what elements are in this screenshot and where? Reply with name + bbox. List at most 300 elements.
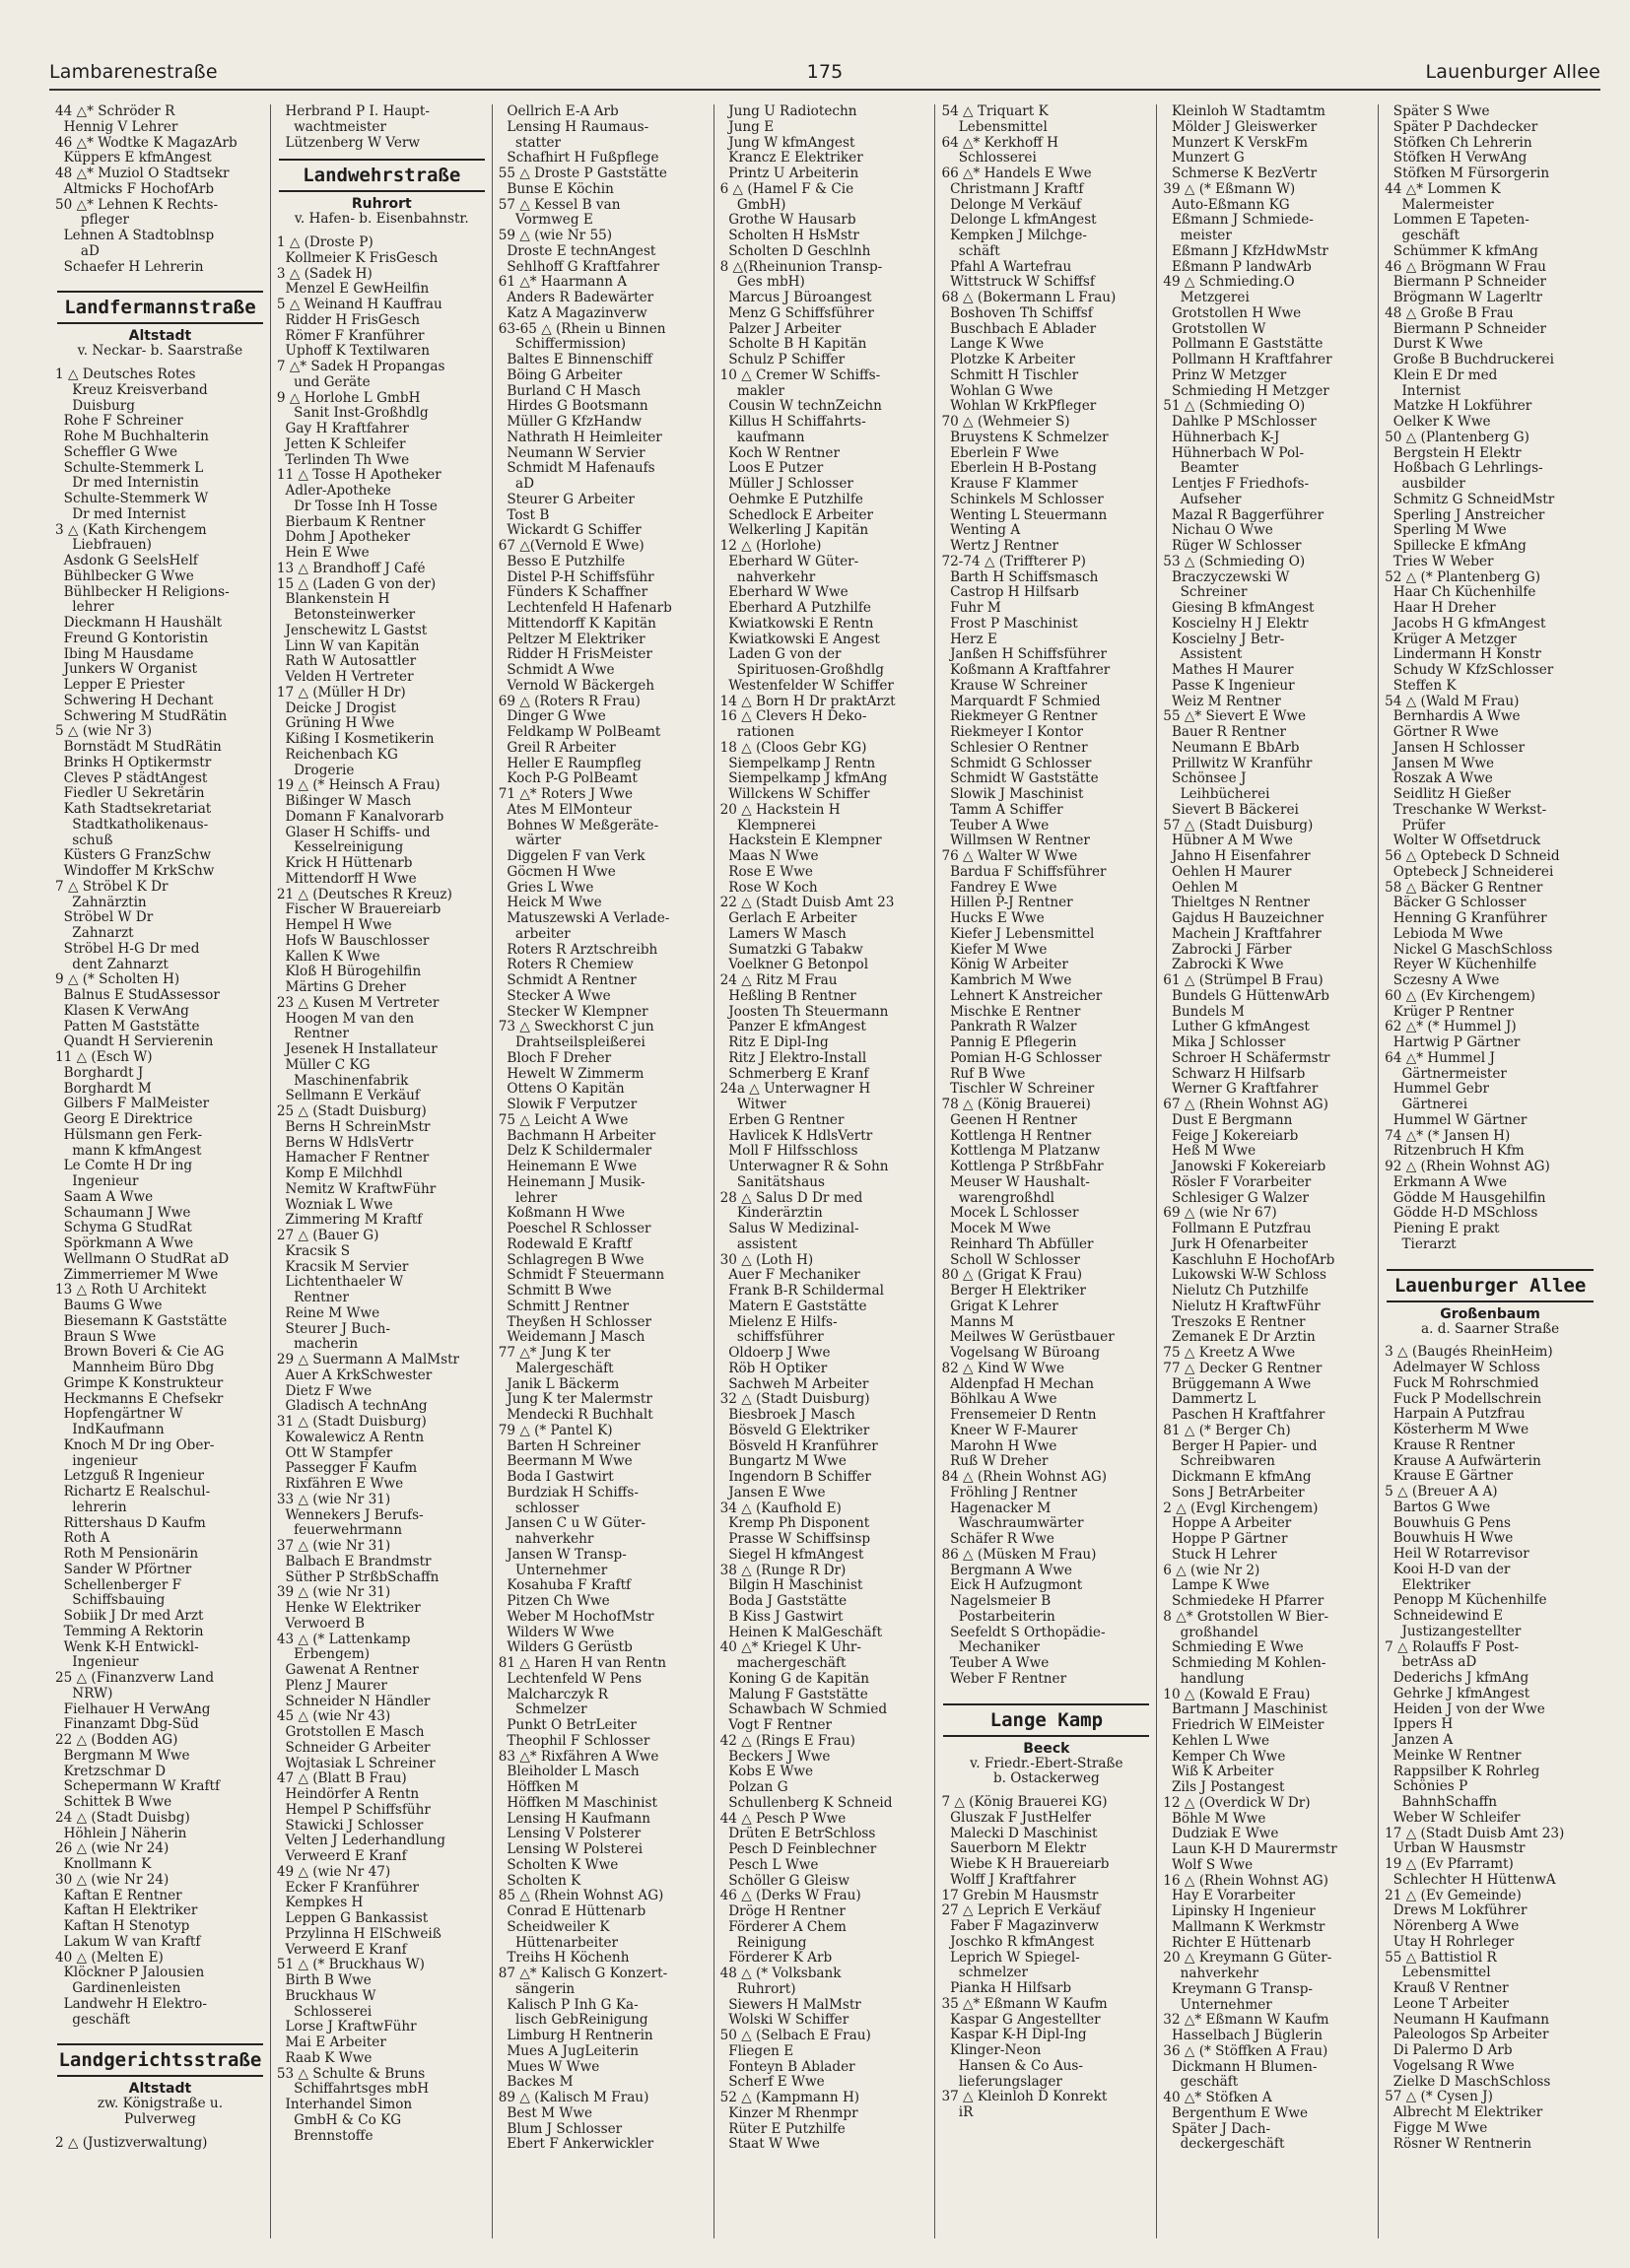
directory-entry: Prasse W Schiffsinsp bbox=[719, 1532, 871, 1547]
directory-entry: Heil W Rotarrevisor bbox=[1385, 1547, 1529, 1562]
directory-entry: Vogelsang R Wwe bbox=[1385, 2058, 1515, 2074]
directory-entry: 17 Grebin M Hausmstr bbox=[941, 1888, 1099, 1903]
directory-entry: Fielhauer H VerwAng bbox=[55, 1701, 211, 1717]
directory-entry: Kath Stadtsekretariat bbox=[55, 802, 212, 817]
directory-entry: Jansen W Transp- bbox=[498, 1547, 627, 1563]
directory-entry: Hempel H Wwe bbox=[276, 918, 392, 933]
directory-entry: Rüter E Putzhilfe bbox=[719, 2121, 846, 2137]
directory-entry: Barth H Schiffsmasch bbox=[941, 569, 1099, 585]
directory-entry: Fuhr M bbox=[941, 601, 1001, 616]
directory-entry: Gärtnerei bbox=[1385, 1098, 1468, 1112]
directory-entry: Matuszewski A Verlade- bbox=[498, 911, 670, 926]
page-number: 175 bbox=[806, 61, 844, 83]
directory-entry: Schlesiger G Walzer bbox=[1163, 1190, 1310, 1206]
directory-entry: Boshoven Th Schiffsf bbox=[941, 305, 1093, 321]
directory-entry: 52 △ (Kampmann H) bbox=[719, 2091, 860, 2105]
directory-entry: Auto-Eßmann KG bbox=[1163, 197, 1290, 213]
directory-entry: Lentjes F Friedhofs- bbox=[1163, 477, 1310, 492]
directory-entry: Komp E Milchhdl bbox=[276, 1167, 403, 1181]
directory-entry: 3 △ (Kath Kirchengem bbox=[55, 522, 207, 538]
directory-entry: Märtins G Dreher bbox=[276, 980, 406, 995]
directory-entry: Förderer A Chem bbox=[719, 1919, 847, 1935]
directory-entry: Heller E Raumpfleg bbox=[498, 756, 642, 771]
directory-entry: arbeiter bbox=[498, 926, 571, 942]
directory-entry: Anders R Badewärter bbox=[498, 291, 654, 305]
directory-entry: Pankrath R Walzer bbox=[941, 1020, 1077, 1035]
directory-entry: Borghardt J bbox=[55, 1065, 144, 1081]
directory-entry: Schlechter H HüttenwA bbox=[1385, 1872, 1556, 1888]
directory-entry: Schmidt M Hafenaufs bbox=[498, 461, 655, 477]
directory-entry: Dust E Bergmann bbox=[1163, 1112, 1293, 1128]
directory-entry: Neumann E BbArb bbox=[1163, 740, 1300, 756]
directory-entry: Küppers E kfmAngest bbox=[55, 151, 212, 167]
directory-entry: Schlosserei bbox=[276, 2004, 373, 2020]
directory-entry: Rappsilber K Rohrleg bbox=[1385, 1764, 1540, 1779]
directory-entry: Ottens O Kapitän bbox=[498, 1082, 625, 1098]
directory-entry: Schawbach W Schmied bbox=[719, 1702, 888, 1718]
directory-entry: 73 △ Sweckhorst C jun bbox=[498, 1020, 654, 1035]
directory-entry: Beermann M Wwe bbox=[498, 1454, 633, 1470]
directory-entry: wärter bbox=[498, 834, 562, 849]
directory-entry: Verwoerd B bbox=[276, 1616, 365, 1632]
directory-entry: 26 △ (wie Nr 24) bbox=[55, 1841, 170, 1857]
directory-entry: Scholten K Wwe bbox=[498, 1857, 619, 1873]
directory-entry: Siewers H MalMstr bbox=[719, 1997, 861, 2013]
directory-entry: Gerlach E Arbeiter bbox=[719, 911, 857, 926]
directory-entry: 67 △(Vernold E Wwe) bbox=[498, 539, 645, 554]
directory-entry: Wozniak L Wwe bbox=[276, 1197, 393, 1213]
directory-entry: Bachmann H Arbeiter bbox=[498, 1128, 656, 1144]
directory-entry: Biesemann K Gaststätte bbox=[55, 1313, 228, 1329]
directory-entry: 74 △* (* Jansen H) bbox=[1385, 1128, 1511, 1144]
directory-entry: Wohlan G Wwe bbox=[941, 383, 1053, 399]
directory-entry: Jacobs H G kfmAngest bbox=[1385, 616, 1546, 632]
directory-entry: Lechtenfeld W Pens bbox=[498, 1671, 643, 1687]
directory-entry: Krause E Gärtner bbox=[1385, 1469, 1514, 1485]
directory-entry: Schepermann W Kraftf bbox=[55, 1779, 221, 1795]
directory-entry: 15 △ (Laden G von der) bbox=[276, 576, 437, 592]
directory-entry: 3 △ (Baugés RheinHeim) bbox=[1385, 1345, 1553, 1361]
directory-entry: 5 △ Weinand H Kauffrau bbox=[276, 298, 442, 312]
directory-entry: Quandt H Servierenin bbox=[55, 1034, 214, 1050]
directory-entry: deckergeschäft bbox=[1163, 2137, 1285, 2153]
directory-entry: Schönies P bbox=[1385, 1779, 1468, 1795]
directory-entry: 77 △ Decker G Rentner bbox=[1163, 1361, 1323, 1376]
directory-entry: Hüttenarbeiter bbox=[498, 1935, 619, 1951]
directory-entry: Bißinger W Masch bbox=[276, 794, 412, 809]
directory-entry: Müller G KfzHandw bbox=[498, 415, 643, 430]
directory-entry: 44 △* Schröder R bbox=[55, 104, 175, 119]
directory-entry: 36 △ (* Stöffken A Frau) bbox=[1163, 2043, 1328, 2059]
directory-entry: Berger H Elektriker bbox=[941, 1284, 1086, 1299]
directory-entry: 69 △ (wie Nr 67) bbox=[1163, 1206, 1277, 1222]
directory-entry: Sellmann E Verkäuf bbox=[276, 1089, 420, 1104]
directory-entry: mann K kfmAngest bbox=[55, 1143, 202, 1159]
directory-entry: Klasen K VerwAng bbox=[55, 1003, 189, 1019]
directory-entry: GmbH & Co KG bbox=[276, 2112, 402, 2128]
directory-entry: Dröge H Rentner bbox=[719, 1904, 846, 1919]
directory-entry: Havlicek K HdlsVertr bbox=[719, 1128, 873, 1144]
directory-entry: Boda I Gastwirt bbox=[498, 1470, 614, 1485]
directory-entry: Przylinna H ElSchweiß bbox=[276, 1926, 441, 1942]
directory-entry: Nielutz H KraftwFühr bbox=[1163, 1299, 1321, 1314]
directory-entry: Meinke W Rentner bbox=[1385, 1748, 1522, 1764]
directory-entry: Reinhard Th Abfüller bbox=[941, 1236, 1094, 1252]
directory-entry: Zabrocki K Wwe bbox=[1163, 958, 1284, 973]
directory-entry: Kiefer J Lebensmittel bbox=[941, 926, 1095, 942]
directory-entry: Wenting L Steuermann bbox=[941, 507, 1108, 523]
directory-entry: Böhle M Wwe bbox=[1163, 1811, 1266, 1827]
directory-entry: Plenz J Maurer bbox=[276, 1678, 387, 1694]
directory-entry: Ates M ElMonteur bbox=[498, 802, 632, 818]
directory-entry: Seefeldt S Orthopädie- bbox=[941, 1625, 1106, 1640]
directory-entry: Ritz E Dipl-Ing bbox=[719, 1035, 829, 1050]
directory-entry: Knollmann K bbox=[55, 1857, 152, 1872]
directory-entry: Höffken M Maschinist bbox=[498, 1795, 657, 1811]
directory-entry: BahnhSchaffn bbox=[1385, 1795, 1497, 1810]
directory-entry: Kottlenga M Platzanw bbox=[941, 1144, 1101, 1160]
directory-entry: 2 △ (Justizverwaltung) bbox=[55, 2135, 208, 2151]
directory-entry: Dickmann E kfmAng bbox=[1163, 1470, 1312, 1485]
directory-entry: Betonsteinwerker bbox=[276, 608, 416, 623]
directory-entry: lehrer bbox=[498, 1190, 558, 1206]
directory-entry: Brennstoffe bbox=[276, 2128, 374, 2144]
directory-entry: Heick M Wwe bbox=[498, 896, 602, 911]
directory-entry: 25 △ (Stadt Duisburg) bbox=[276, 1104, 427, 1119]
directory-entry: Dudziak E Wwe bbox=[1163, 1827, 1279, 1842]
directory-entry: Eberhard W Wwe bbox=[719, 585, 849, 601]
directory-entry: Krancz E Elektriker bbox=[719, 151, 863, 167]
directory-entry: 59 △ (wie Nr 55) bbox=[498, 229, 613, 243]
directory-entry: Bühlbecker G Wwe bbox=[55, 568, 194, 584]
directory-entry: Gladisch A technAng bbox=[276, 1399, 428, 1415]
directory-entry: 45 △ (wie Nr 43) bbox=[276, 1709, 391, 1725]
directory-entry: Steurer J Buch- bbox=[276, 1321, 390, 1337]
directory-entry: Schullenberg K Schneid bbox=[719, 1795, 893, 1811]
directory-entry: lehrerin bbox=[55, 1500, 127, 1515]
directory-entry: Hasselbach J Büglerin bbox=[1163, 2029, 1323, 2043]
directory-entry: Wilders G Gerüstb bbox=[498, 1640, 633, 1656]
directory-entry: 25 △ (Finanzverw Land bbox=[55, 1671, 215, 1686]
directory-entry: Gay H Kraftfahrer bbox=[276, 422, 409, 436]
directory-entry: Küsters G FranzSchw bbox=[55, 848, 211, 864]
directory-entry: Boda J Gaststätte bbox=[719, 1594, 848, 1609]
directory-entry: 8 △(Rheinunion Transp- bbox=[719, 259, 883, 275]
directory-entry: Dammertz L bbox=[1163, 1392, 1256, 1408]
directory-entry: Weiz M Rentner bbox=[1163, 694, 1281, 709]
directory-entry: 11 △ (Esch W) bbox=[55, 1050, 153, 1065]
directory-entry: Kaschluhn E HochofArb bbox=[1163, 1252, 1335, 1268]
directory-entry: Eßmann J Schmiede- bbox=[1163, 213, 1314, 229]
directory-entry: Hummel Gebr bbox=[1385, 1082, 1490, 1098]
directory-entry: nahverkehr bbox=[498, 1532, 594, 1547]
directory-entry: Unternehmer bbox=[1163, 1997, 1272, 2013]
directory-entry: Schaefer H Lehrerin bbox=[55, 259, 204, 275]
directory-entry: 24 △ (Stadt Duisbg) bbox=[55, 1810, 190, 1826]
directory-entry: Paschen H Kraftfahrer bbox=[1163, 1408, 1325, 1423]
directory-entry: Duisburg bbox=[55, 398, 135, 414]
directory-entry: Sander W Pförtner bbox=[55, 1562, 192, 1577]
directory-entry: Kinzer M Rhenmpr bbox=[719, 2105, 858, 2121]
directory-entry: 44 △* Lommen K bbox=[1385, 181, 1501, 197]
directory-entry: Treihs H Köchenh bbox=[498, 1951, 630, 1967]
directory-entry: Bösveld H Kranführer bbox=[719, 1438, 878, 1454]
directory-entry: Eßmann J KfzHdwMstr bbox=[1163, 243, 1328, 259]
directory-entry: Roters R Chemiew bbox=[498, 958, 634, 973]
directory-entry: Heiden J von der Wwe bbox=[1385, 1701, 1545, 1717]
directory-entry: Nickel G MaschSchloss bbox=[1385, 942, 1553, 958]
directory-entry: 7 △ (König Brauerei KG) bbox=[941, 1795, 1108, 1810]
directory-entry: makler bbox=[719, 383, 784, 399]
directory-entry: Wellmann O StudRat aD bbox=[55, 1251, 230, 1267]
directory-entry: 85 △ (Rhein Wohnst AG) bbox=[498, 1889, 664, 1904]
directory-entry: Schiffermission) bbox=[498, 337, 627, 353]
directory-entry: Beamter bbox=[1163, 461, 1239, 477]
directory-entry: Ruhrort) bbox=[719, 1981, 796, 1997]
directory-entry: Scholte B H Kapitän bbox=[719, 337, 867, 353]
directory-entry: 56 △ Optebeck D Schneid bbox=[1385, 849, 1560, 864]
directory-entry: ingenieur bbox=[55, 1453, 138, 1469]
directory-entry: Moll F Hilfsschloss bbox=[719, 1144, 858, 1160]
directory-entry: Killus H Schiffahrts- bbox=[719, 415, 866, 430]
directory-entry: Di Palermo D Arb bbox=[1385, 2043, 1513, 2058]
directory-entry: Ibing M Hausdame bbox=[55, 646, 194, 662]
directory-entry: Jesenek H Installateur bbox=[276, 1042, 438, 1057]
directory-entry: Wolter W Offsetdruck bbox=[1385, 834, 1541, 849]
directory-entry: 62 △* (* Hummel J) bbox=[1385, 1020, 1517, 1035]
directory-entry: Bilgin H Maschinist bbox=[719, 1578, 863, 1594]
directory-entry: Oellrich E-A Arb bbox=[498, 104, 619, 119]
directory-entry: GmbH) bbox=[719, 197, 786, 213]
directory-entry: Lebensmittel bbox=[1385, 1966, 1491, 1981]
directory-entry: 67 △ (Rhein Wohnst AG) bbox=[1163, 1098, 1328, 1112]
directory-entry: Reinigung bbox=[719, 1935, 807, 1951]
directory-entry: Hennig V Lehrer bbox=[55, 119, 178, 135]
directory-entry: Domann F Kanalvorarb bbox=[276, 809, 444, 825]
directory-entry: Hummel W Gärtner bbox=[1385, 1112, 1528, 1128]
directory-entry: Bloch F Dreher bbox=[498, 1050, 612, 1066]
directory-entry: Feige J Kokereiarb bbox=[1163, 1128, 1299, 1144]
directory-entry: Wenk K-H Entwickl- bbox=[55, 1639, 199, 1655]
directory-entry: Ebert F Ankerwickler bbox=[498, 2137, 654, 2153]
directory-entry: Eberlein F Wwe bbox=[941, 445, 1059, 461]
directory-entry: 60 △ (Ev Kirchengem) bbox=[1385, 988, 1535, 1004]
directory-entry: Siegel H kfmAngest bbox=[719, 1547, 864, 1563]
directory-entry: Delonge M Verkäuf bbox=[941, 197, 1081, 213]
directory-entry: Gawenat A Rentner bbox=[276, 1663, 419, 1678]
directory-entry: 16 △ Clevers H Deko- bbox=[719, 709, 867, 725]
directory-entry: Schmelzer bbox=[498, 1702, 587, 1718]
directory-entry: Biermann P Schneider bbox=[1385, 275, 1547, 291]
directory-entry: Delonge L kfmAngest bbox=[941, 213, 1097, 229]
directory-entry: Landwehr H Elektro- bbox=[55, 1996, 207, 2012]
directory-entry: Verweerd E Kranf bbox=[276, 1942, 407, 1958]
directory-entry: Braun S Wwe bbox=[55, 1329, 157, 1345]
directory-entry: Weidemann J Masch bbox=[498, 1330, 645, 1346]
directory-entry: machergeschäft bbox=[719, 1656, 847, 1671]
directory-entry: Spörkmann A Wwe bbox=[55, 1236, 194, 1251]
directory-entry: Borghardt M bbox=[55, 1081, 152, 1097]
directory-entry: Fiedler U Sekretärin bbox=[55, 786, 205, 802]
directory-entry: Fandrey E Wwe bbox=[941, 880, 1057, 896]
directory-entry: Dohm J Apotheker bbox=[276, 530, 411, 546]
directory-entry: Fröhling J Rentner bbox=[941, 1485, 1077, 1501]
directory-entry: 57 △ Kessel B van bbox=[498, 197, 621, 213]
directory-entry: Christmann J Kraftf bbox=[941, 181, 1084, 197]
directory-entry: Zabrocki J Färber bbox=[1163, 942, 1292, 958]
directory-entry: Sperling J Anstreicher bbox=[1385, 507, 1545, 523]
directory-entry: Willckens W Schiffer bbox=[719, 787, 870, 802]
directory-entry: Sobiik J Dr med Arzt bbox=[55, 1609, 204, 1624]
directory-entry: Justizangestellter bbox=[1385, 1624, 1522, 1639]
directory-entry: Erbengem) bbox=[276, 1647, 371, 1663]
directory-entry: Blankenstein H bbox=[276, 592, 390, 608]
directory-entry: Fonteyn B Ablader bbox=[719, 2059, 855, 2075]
directory-entry: 72-74 △ (Triffterer P) bbox=[941, 554, 1086, 569]
directory-entry: Höffken M bbox=[498, 1780, 579, 1795]
directory-entry: Lange K Wwe bbox=[941, 337, 1045, 353]
directory-entry: Plotzke K Arbeiter bbox=[941, 353, 1075, 367]
directory-entry: Dahlke P MSchlosser bbox=[1163, 415, 1317, 430]
directory-entry: Ott W Stampfer bbox=[276, 1445, 393, 1461]
directory-entry: Gluszak F JustHelfer bbox=[941, 1810, 1092, 1826]
directory-entry: feuerwehrmann bbox=[276, 1523, 402, 1539]
directory-entry: Rohe M Buchhalterin bbox=[55, 430, 209, 444]
directory-entry: Ingenieur bbox=[55, 1174, 139, 1189]
directory-entry: Theophil F Schlosser bbox=[498, 1733, 650, 1749]
directory-entry: Koßmann A Kraftfahrer bbox=[941, 663, 1111, 678]
directory-entry: Aufseher bbox=[1163, 492, 1242, 507]
directory-entry: Schmerberg E Kranf bbox=[719, 1066, 869, 1082]
directory-entry: Tries W Weber bbox=[1385, 554, 1494, 569]
directory-entry: 10 △ (Kowald E Frau) bbox=[1163, 1687, 1311, 1702]
directory-entry: Mischke E Rentner bbox=[941, 1004, 1081, 1020]
directory-entry: Maschinenfabrik bbox=[276, 1073, 409, 1089]
directory-entry: Balnus E StudAssessor bbox=[55, 988, 220, 1003]
directory-entry: geschäft bbox=[1163, 2075, 1239, 2091]
directory-entry: Scholten D Geschlnh bbox=[719, 243, 871, 259]
directory-entry: 5 △ (Breuer A A) bbox=[1385, 1485, 1498, 1500]
directory-entry: Stecker W Klempner bbox=[498, 1004, 648, 1020]
directory-entry: Janzen A bbox=[1385, 1733, 1454, 1748]
directory-entry: Dinger G Wwe bbox=[498, 709, 606, 725]
directory-entry: Malergeschäft bbox=[498, 1361, 614, 1376]
directory-entry: Verweerd E Kranf bbox=[276, 1849, 407, 1864]
directory-entry: Rath W Autosattler bbox=[276, 654, 417, 670]
directory-entry: 32 △ (Stadt Duisburg) bbox=[719, 1392, 870, 1408]
directory-entry: Mielenz E Hilfs- bbox=[719, 1314, 838, 1330]
directory-entry: Fünders K Schaffner bbox=[498, 585, 648, 601]
directory-entry: Bouwhuis H Wwe bbox=[1385, 1531, 1514, 1547]
directory-entry: Friedrich W ElMeister bbox=[1163, 1718, 1324, 1733]
directory-entry: Dr Tosse Inh H Tosse bbox=[276, 499, 438, 514]
directory-entry: Birth B Wwe bbox=[276, 1973, 372, 1988]
directory-entry: Roth M Pensionärin bbox=[55, 1547, 199, 1562]
directory-entry: Rentner bbox=[276, 1027, 349, 1042]
directory-entry: Dickmann H Blumen- bbox=[1163, 2059, 1318, 2075]
directory-entry: 52 △ (* Plantenberg G) bbox=[1385, 569, 1541, 585]
column-5 bbox=[935, 104, 1157, 2238]
directory-entry: Velden H Vertreter bbox=[276, 670, 414, 685]
directory-entry: 57 △ (* Cysen J) bbox=[1385, 2090, 1493, 2105]
street-heading: Lauenburger Allee bbox=[1387, 1269, 1594, 1302]
directory-entry: Lampe K Wwe bbox=[1163, 1578, 1270, 1594]
directory-entry: Tamm A Schiffer bbox=[941, 802, 1063, 818]
directory-entry: Malcharczyk R bbox=[498, 1687, 608, 1702]
directory-entry: Förderer K Arb bbox=[719, 1951, 833, 1967]
directory-entry: Ridder H FrisGesch bbox=[276, 312, 421, 328]
directory-entry: 49 △ Schmieding.O bbox=[1163, 275, 1295, 291]
directory-entry: Pfahl A Wartefrau bbox=[941, 259, 1072, 275]
directory-entry: Eberhard W Güter- bbox=[719, 554, 859, 569]
directory-entry: Scheidweiler K bbox=[498, 1919, 610, 1935]
directory-entry: Schmidt A Rentner bbox=[498, 973, 637, 988]
directory-entry: Müller J Schlosser bbox=[719, 477, 853, 492]
column-7 bbox=[1379, 104, 1600, 2238]
directory-entry: Prinz W Metzger bbox=[1163, 367, 1287, 383]
directory-entry: Vernold W Bäckergeh bbox=[498, 678, 655, 694]
directory-entry: Stecker A Wwe bbox=[498, 988, 611, 1004]
directory-entry: Biesbroek J Masch bbox=[719, 1408, 855, 1423]
directory-entry: Schlesier O Rentner bbox=[941, 740, 1088, 756]
directory-entry: Kowalewicz A Rentn bbox=[276, 1430, 425, 1445]
directory-entry: Junkers W Organist bbox=[55, 662, 197, 678]
directory-entry: Frank B-R Schildermal bbox=[719, 1284, 884, 1299]
directory-entry: Schmitz G SchneidMstr bbox=[1385, 492, 1555, 507]
directory-entry: Bundels G HüttenwArb bbox=[1163, 988, 1329, 1004]
directory-entry: Oehlen M bbox=[1163, 880, 1239, 896]
directory-entry: Nathrath H Heimleiter bbox=[498, 430, 662, 445]
directory-entry: Kaspar G Angestellter bbox=[941, 2012, 1101, 2028]
directory-entry: Krick H Hüttenarb bbox=[276, 856, 413, 871]
directory-entry: Dr med Internist bbox=[55, 506, 186, 522]
directory-entry: Wertz J Rentner bbox=[941, 539, 1058, 554]
directory-entry: Westenfelder W Schiffer bbox=[719, 678, 894, 694]
directory-entry: Sons J BetrArbeiter bbox=[1163, 1485, 1305, 1501]
directory-entry: Lehnen A Stadtoblnsp bbox=[55, 229, 215, 243]
directory-entry: Haar H Dreher bbox=[1385, 601, 1496, 616]
directory-entry: Menzel E GewHeilfin bbox=[276, 282, 430, 298]
directory-entry: Schiffsbauing bbox=[55, 1593, 166, 1609]
directory-entry: Liebfrauen) bbox=[55, 538, 152, 554]
directory-entry: Matzke H Lokführer bbox=[1385, 399, 1532, 415]
directory-entry: Kretzschmar D bbox=[55, 1764, 167, 1779]
directory-entry: Witwer bbox=[719, 1098, 786, 1112]
directory-entry: Schlosserei bbox=[941, 151, 1037, 167]
directory-entry: König W Arbeiter bbox=[941, 958, 1068, 973]
directory-entry: Lepper E Priester bbox=[55, 678, 185, 693]
directory-entry: Schümmer K kfmAng bbox=[1385, 243, 1538, 259]
directory-entry: Passegger F Kaufm bbox=[276, 1461, 418, 1477]
directory-entry: 23 △ Kusen M Vertreter bbox=[276, 995, 440, 1011]
directory-entry: Asdonk G SeelsHelf bbox=[55, 554, 198, 568]
directory-entry: Janik L Bäckerm bbox=[498, 1376, 620, 1392]
directory-entry: 81 △ Haren H van Rentn bbox=[498, 1656, 666, 1671]
directory-entry: Schroer H Schäfermstr bbox=[1163, 1050, 1330, 1066]
header-street-to: Lauenburger Allee bbox=[1425, 61, 1600, 83]
directory-entry: Beckers J Wwe bbox=[719, 1749, 831, 1765]
directory-entry: Wiebe K H Brauereiarb bbox=[941, 1857, 1110, 1872]
directory-entry: Marohn H Wwe bbox=[941, 1438, 1057, 1454]
directory-entry: Erkmann A Wwe bbox=[1385, 1174, 1508, 1190]
directory-entry: Kottlenga P StrßbFahr bbox=[941, 1160, 1104, 1174]
directory-entry: Stadtkatholikenaus- bbox=[55, 817, 209, 833]
directory-entry: Pomian H-G Schlosser bbox=[941, 1050, 1102, 1066]
directory-entry: 50 △ (Plantenberg G) bbox=[1385, 430, 1529, 445]
directory-entry: 20 △ Hackstein H bbox=[719, 802, 841, 818]
directory-entry: 68 △ (Bokermann L Frau) bbox=[941, 291, 1117, 305]
directory-entry: Berns H SchreinMstr bbox=[276, 1119, 431, 1135]
